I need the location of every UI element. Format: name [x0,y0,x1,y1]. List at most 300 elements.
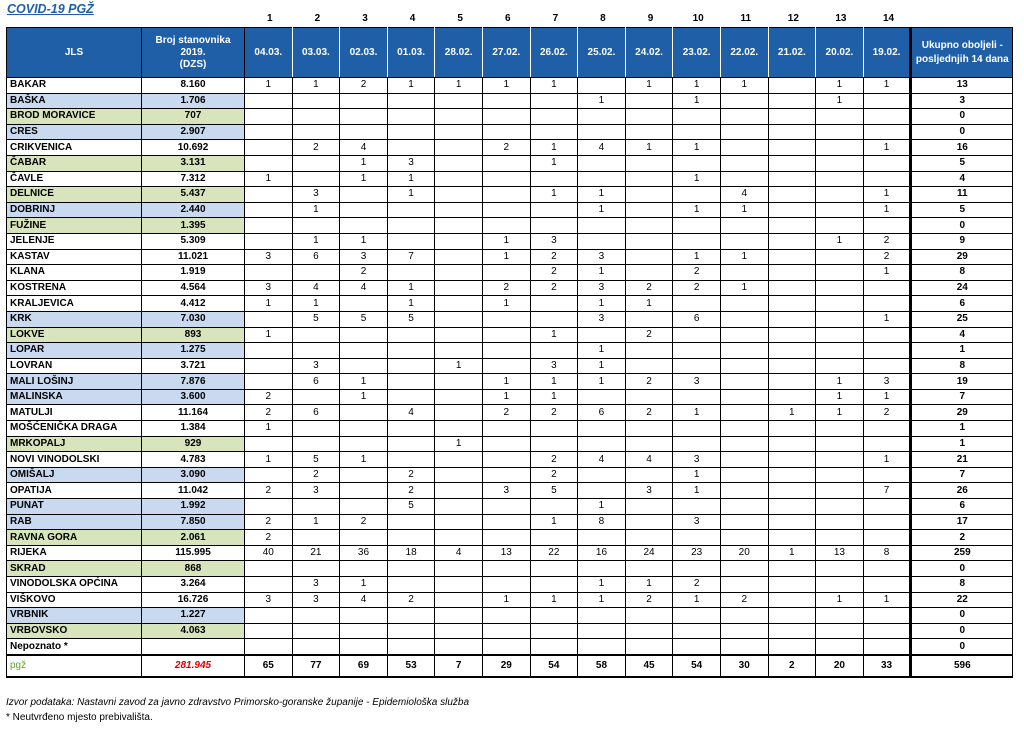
daily-cases: 1 [816,389,864,405]
population-value: 1.275 [142,343,245,359]
daily-cases [482,608,530,624]
daily-cases: 2 [340,78,388,94]
daily-cases [435,623,483,639]
daily-cases [245,467,293,483]
daily-cases: 1 [530,374,578,390]
population-value: 16.726 [142,592,245,608]
daily-cases [816,421,864,437]
daily-cases [768,311,816,327]
daily-cases [768,436,816,452]
table-row [7,452,1013,468]
daily-cases [625,467,673,483]
daily-cases [673,530,721,546]
daily-cases [768,577,816,593]
daily-cases [387,233,435,249]
daily-cases [482,452,530,468]
municipality-name: ČABAR [7,155,142,171]
daily-cases: 2 [625,374,673,390]
daily-cases [340,639,388,655]
daily-cases [768,499,816,515]
daily-cases [863,280,911,296]
daily-cases [720,623,768,639]
summary-daily-cases: 20 [816,655,864,677]
daily-cases [245,358,293,374]
summary-daily-cases: 77 [292,655,340,677]
daily-cases [292,561,340,577]
total-cases: 22 [911,592,1013,608]
daily-cases [625,639,673,655]
daily-cases: 1 [245,421,293,437]
table-header-row [7,28,1013,78]
daily-cases [387,124,435,140]
daily-cases [245,202,293,218]
header-total-line: Ukupno oboljeli - [921,39,1003,51]
daily-cases [625,561,673,577]
daily-cases [245,93,293,109]
daily-cases [816,155,864,171]
daily-cases: 1 [720,202,768,218]
daily-cases: 3 [530,358,578,374]
daily-cases: 1 [625,296,673,312]
daily-cases: 13 [482,545,530,561]
summary-daily-cases: 54 [530,655,578,677]
daily-cases: 5 [530,483,578,499]
daily-cases [482,343,530,359]
daily-cases: 4 [340,140,388,156]
table-row [7,405,1013,421]
population-value: 893 [142,327,245,343]
population-value: 8.160 [142,78,245,94]
daily-cases [720,358,768,374]
daily-cases [435,280,483,296]
daily-cases [578,608,626,624]
header-date: 02.03. [340,28,388,78]
daily-cases: 2 [387,483,435,499]
daily-cases [768,421,816,437]
daily-cases [625,124,673,140]
daily-cases [435,389,483,405]
daily-cases [245,499,293,515]
daily-cases [863,499,911,515]
daily-cases: 3 [245,280,293,296]
table-row [7,436,1013,452]
daily-cases: 8 [863,545,911,561]
daily-cases [340,530,388,546]
population-value: 7.850 [142,514,245,530]
page-title: COVID-19 PGŽ [7,2,94,16]
daily-cases [482,265,530,281]
population-value: 1.227 [142,608,245,624]
daily-cases [530,608,578,624]
daily-cases [578,155,626,171]
daily-cases [816,623,864,639]
daily-cases [530,623,578,639]
population-value: 2.907 [142,124,245,140]
table-row [7,265,1013,281]
municipality-name: DELNICE [7,187,142,203]
total-cases: 0 [911,109,1013,125]
daily-cases [387,639,435,655]
population-value: 4.412 [142,296,245,312]
daily-cases [768,140,816,156]
municipality-name: Nepoznato * [7,639,142,655]
daily-cases [387,374,435,390]
daily-cases: 6 [292,374,340,390]
daily-cases: 1 [578,358,626,374]
daily-cases [435,343,483,359]
daily-cases [768,171,816,187]
daily-cases [768,78,816,94]
daily-cases: 1 [673,140,721,156]
table-row [7,608,1013,624]
daily-cases [578,327,626,343]
daily-cases [720,608,768,624]
unknown-residence-footnote: * Neutvrđeno mjesto prebivališta. [6,712,153,723]
daily-cases [673,233,721,249]
daily-cases: 2 [482,280,530,296]
municipality-name: OPATIJA [7,483,142,499]
daily-cases [292,343,340,359]
column-number: 11 [740,13,752,24]
daily-cases [863,155,911,171]
daily-cases: 2 [863,249,911,265]
daily-cases: 1 [863,452,911,468]
daily-cases: 2 [530,467,578,483]
daily-cases [435,311,483,327]
daily-cases [816,265,864,281]
daily-cases: 2 [292,140,340,156]
daily-cases [768,249,816,265]
daily-cases [720,311,768,327]
daily-cases [720,93,768,109]
daily-cases [720,171,768,187]
header-population-line: (DZS) [179,58,207,70]
daily-cases: 1 [863,265,911,281]
daily-cases [673,296,721,312]
daily-cases [435,187,483,203]
total-cases: 0 [911,561,1013,577]
total-cases: 24 [911,280,1013,296]
daily-cases: 3 [340,249,388,265]
total-cases: 8 [911,577,1013,593]
daily-cases: 1 [673,93,721,109]
daily-cases [292,124,340,140]
daily-cases: 1 [863,140,911,156]
daily-cases [816,218,864,234]
daily-cases: 3 [673,452,721,468]
daily-cases [768,639,816,655]
total-cases: 11 [911,187,1013,203]
daily-cases [245,233,293,249]
daily-cases: 4 [435,545,483,561]
daily-cases [578,436,626,452]
population-value: 929 [142,436,245,452]
daily-cases [720,514,768,530]
daily-cases [292,639,340,655]
daily-cases: 18 [387,545,435,561]
header-date: 21.02. [768,28,816,78]
daily-cases [720,327,768,343]
daily-cases: 3 [530,233,578,249]
daily-cases [245,124,293,140]
daily-cases: 1 [530,592,578,608]
daily-cases [768,561,816,577]
daily-cases [292,499,340,515]
daily-cases [863,577,911,593]
daily-cases [673,639,721,655]
daily-cases [720,530,768,546]
daily-cases [435,499,483,515]
daily-cases: 1 [340,577,388,593]
daily-cases: 1 [673,467,721,483]
daily-cases [435,218,483,234]
daily-cases: 1 [387,78,435,94]
daily-cases: 1 [578,187,626,203]
municipality-name: OMIŠALJ [7,467,142,483]
daily-cases [482,421,530,437]
daily-cases [340,623,388,639]
table-row [7,639,1013,655]
daily-cases [816,499,864,515]
daily-cases: 1 [482,233,530,249]
covid-cases-table [6,27,1013,678]
daily-cases: 23 [673,545,721,561]
table-row [7,280,1013,296]
daily-cases [530,124,578,140]
daily-cases: 8 [578,514,626,530]
daily-cases [816,483,864,499]
daily-cases: 1 [340,155,388,171]
column-number: 12 [787,13,799,24]
daily-cases [578,233,626,249]
daily-cases [768,343,816,359]
daily-cases [768,187,816,203]
daily-cases [768,592,816,608]
summary-daily-cases: 29 [482,655,530,677]
daily-cases: 2 [673,280,721,296]
daily-cases [482,577,530,593]
daily-cases [387,452,435,468]
daily-cases [768,233,816,249]
daily-cases [720,389,768,405]
daily-cases [530,577,578,593]
daily-cases [482,561,530,577]
daily-cases [435,233,483,249]
daily-cases [530,639,578,655]
daily-cases [340,483,388,499]
daily-cases: 13 [816,545,864,561]
daily-cases: 2 [245,514,293,530]
municipality-name: KOSTRENA [7,280,142,296]
total-cases: 8 [911,358,1013,374]
daily-cases [673,499,721,515]
municipality-name: VIŠKOVO [7,592,142,608]
daily-cases [625,499,673,515]
daily-cases [340,202,388,218]
daily-cases [768,93,816,109]
population-value: 2.061 [142,530,245,546]
daily-cases: 1 [435,78,483,94]
daily-cases [720,421,768,437]
daily-cases [435,561,483,577]
daily-cases [625,187,673,203]
municipality-name: BAŠKA [7,93,142,109]
daily-cases [292,155,340,171]
total-cases: 29 [911,249,1013,265]
daily-cases [387,577,435,593]
table-row [7,592,1013,608]
daily-cases: 1 [387,171,435,187]
municipality-name: RAVNA GORA [7,530,142,546]
daily-cases: 40 [245,545,293,561]
total-cases: 7 [911,467,1013,483]
header-date: 01.03. [387,28,435,78]
total-cases: 16 [911,140,1013,156]
daily-cases [245,374,293,390]
daily-cases [340,436,388,452]
daily-cases [578,171,626,187]
daily-cases [578,109,626,125]
daily-cases [625,311,673,327]
daily-cases: 2 [387,592,435,608]
municipality-name: PUNAT [7,499,142,515]
daily-cases: 2 [387,467,435,483]
daily-cases [292,389,340,405]
daily-cases [530,93,578,109]
daily-cases [435,530,483,546]
daily-cases: 36 [340,545,388,561]
daily-cases [720,343,768,359]
population-value: 707 [142,109,245,125]
daily-cases [720,140,768,156]
column-number: 10 [692,13,704,24]
daily-cases [340,327,388,343]
table-row [7,296,1013,312]
daily-cases [482,93,530,109]
daily-cases [673,343,721,359]
daily-cases: 1 [578,202,626,218]
daily-cases [673,389,721,405]
municipality-name: MALINSKA [7,389,142,405]
daily-cases: 1 [292,296,340,312]
daily-cases [768,514,816,530]
daily-cases [530,561,578,577]
daily-cases [816,311,864,327]
source-footnote: Izvor podataka: Nastavni zavod za javno zdravstvo Primorsko-goranske županije - Epidemiološka služba [6,697,470,708]
population-value: 11.021 [142,249,245,265]
daily-cases [625,514,673,530]
daily-cases [387,202,435,218]
daily-cases: 2 [340,265,388,281]
daily-cases [530,499,578,515]
daily-cases: 3 [245,592,293,608]
daily-cases [816,358,864,374]
daily-cases [768,109,816,125]
daily-cases [816,452,864,468]
daily-cases: 1 [530,389,578,405]
table-row [7,561,1013,577]
daily-cases: 2 [673,577,721,593]
daily-cases [673,608,721,624]
daily-cases [768,358,816,374]
daily-cases [387,343,435,359]
daily-cases: 1 [578,343,626,359]
daily-cases: 4 [720,187,768,203]
summary-daily-cases: 45 [625,655,673,677]
daily-cases [816,296,864,312]
daily-cases [863,467,911,483]
table-row [7,530,1013,546]
daily-cases [673,421,721,437]
daily-cases [625,436,673,452]
daily-cases [435,514,483,530]
table-row [7,93,1013,109]
daily-cases [816,467,864,483]
daily-cases [673,623,721,639]
population-value: 4.783 [142,452,245,468]
daily-cases [435,249,483,265]
daily-cases [816,109,864,125]
daily-cases: 2 [482,140,530,156]
daily-cases [768,530,816,546]
header-date: 25.02. [578,28,626,78]
municipality-name: CRIKVENICA [7,140,142,156]
table-row [7,421,1013,437]
daily-cases [863,327,911,343]
municipality-name: KRK [7,311,142,327]
daily-cases [625,93,673,109]
daily-cases [292,218,340,234]
daily-cases: 1 [720,280,768,296]
daily-cases: 2 [625,405,673,421]
daily-cases [340,358,388,374]
daily-cases [863,358,911,374]
daily-cases [578,78,626,94]
daily-cases [673,561,721,577]
population-value: 3.264 [142,577,245,593]
daily-cases [340,467,388,483]
daily-cases: 1 [340,374,388,390]
daily-cases: 1 [673,78,721,94]
daily-cases [673,109,721,125]
daily-cases [625,608,673,624]
summary-total: 596 [911,655,1013,677]
daily-cases: 2 [530,452,578,468]
daily-cases [578,623,626,639]
daily-cases: 1 [578,592,626,608]
daily-cases: 1 [768,545,816,561]
daily-cases: 1 [625,577,673,593]
daily-cases [816,280,864,296]
municipality-name: LOKVE [7,327,142,343]
table-row [7,155,1013,171]
daily-cases: 3 [387,155,435,171]
daily-cases [863,109,911,125]
daily-cases [720,374,768,390]
municipality-name: FUŽINE [7,218,142,234]
table-row [7,249,1013,265]
daily-cases [768,296,816,312]
header-date: 04.03. [245,28,293,78]
daily-cases [340,561,388,577]
total-cases: 29 [911,405,1013,421]
total-cases: 9 [911,233,1013,249]
daily-cases: 2 [245,483,293,499]
daily-cases [435,639,483,655]
daily-cases [340,499,388,515]
population-value: 3.131 [142,155,245,171]
daily-cases: 2 [720,592,768,608]
